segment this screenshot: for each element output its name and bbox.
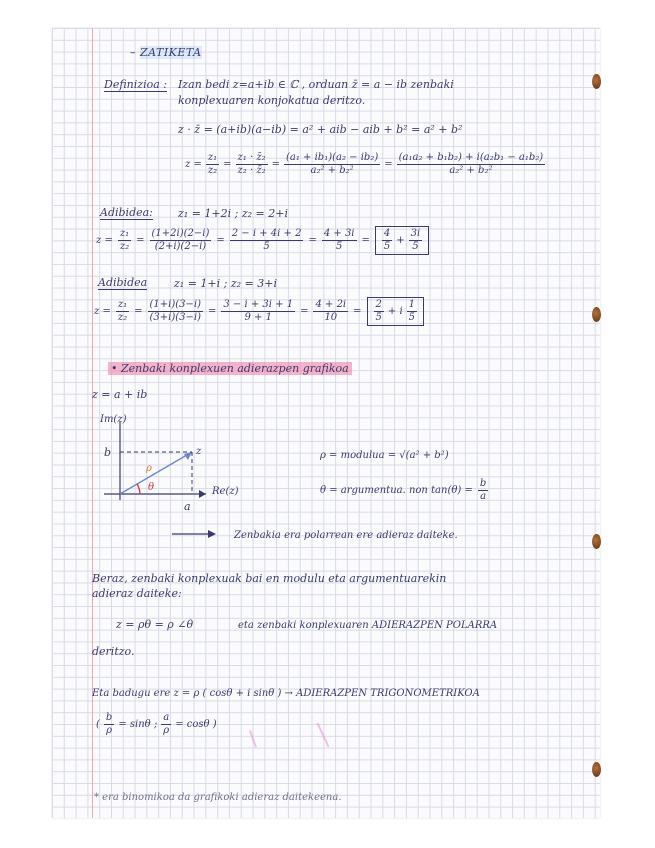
trig-relations <box>96 712 217 737</box>
fraction <box>148 299 203 324</box>
trigonometric-form: Eta badugu ere z = ρ ( cosθ + i sinθ ) → ADIERAZPEN TRIGONOMETRIKOA <box>92 688 480 699</box>
fraction <box>313 299 348 324</box>
fraction-den: z₂ <box>117 312 128 323</box>
footer-note: * era binomikoa da grafikoki adieraz daitekeena. <box>94 792 342 803</box>
fraction-den: z₂ · z̄₂ <box>237 165 266 176</box>
fraction-den: (2+i)(2−i) <box>154 241 207 252</box>
fraction-den: 5 <box>335 241 343 252</box>
section-heading-text: • Zenbaki konplexuen adierazpen grafikoa <box>108 362 352 375</box>
fraction-den: a <box>480 491 487 502</box>
fraction <box>118 228 131 253</box>
z-binomial-form: z = a + ib <box>92 388 148 401</box>
imaginary-axis-label: Im(z) <box>100 414 127 425</box>
fraction-num: z₁ <box>207 152 218 163</box>
fraction <box>116 299 129 324</box>
fraction-num: z₁ <box>119 228 130 239</box>
example1-computation: z = $\frac{\text{z₁}}{\text{z₂}}$ = $\frac{(1+2i)(2-i)}{(2+i)(2-i)}$ = $\frac{2 - i + 4i + 2}{5}$ = $\frac{4 + 3i}{5}$ = $\frac{4}{5}$ + $\frac{3i}{5}$ <box>96 226 429 255</box>
fraction-num: (1+2i)(2−i) <box>151 228 210 239</box>
label-rho: ρ <box>146 463 152 474</box>
fraction <box>236 152 268 177</box>
fraction-den: 10 <box>324 312 338 323</box>
example2-given: z₁ = 1+i ; z₂ = 3+i <box>174 277 277 290</box>
definition-text-1: Izan bedi z=a+ib ∈ ℂ , orduan z̄ = a − ib zenbaki <box>178 78 454 91</box>
division-formula: z = $\frac{\text{z₁}}{\text{z₂}}$ = $\frac{\text{z₁ · z̄₂}}{\text{z₂ · z̄₂}}$ = $\frac{\text{(a₁ + ib₁)(a₂ − ib₂)}}{\text{a₂² + b₂²}}$ = $\frac{\text{(a₁a₂ + b₁b₂) + i(a₂b₁ − a₁b₂)}}{\text{a₂² + b₂²}}$ <box>185 152 544 176</box>
fraction-den: 5 <box>383 241 391 252</box>
fraction <box>221 299 295 324</box>
fraction-den: 5 <box>408 312 416 323</box>
fraction-num: 4 + 3i <box>323 228 355 239</box>
polar-equation: z = ρθ = ρ ∠θ <box>116 618 194 631</box>
real-axis-arrowhead <box>199 490 206 498</box>
fraction-den: ρ <box>163 725 170 736</box>
definition-text-2: konplexuaren konjokatua deritzo. <box>178 94 366 107</box>
real-axis-label: Re(z) <box>212 486 239 497</box>
z-equals: z = <box>185 159 202 170</box>
fraction-num: 3i <box>410 228 421 239</box>
fraction <box>478 478 488 503</box>
example2-computation: z = $\frac{\text{z₁}}{\text{z₂}}$ = $\frac{(1+i)(3-i)}{(3+i)(3-i)}$ = $\frac{3 - i + 3i + 1}{9 + 1}$ = $\frac{4 + 2i}{10}$ = $\frac{2}{5}$ + i $\frac{1}{5}$ <box>94 297 424 326</box>
binder-ring <box>592 534 601 549</box>
fraction <box>374 299 384 324</box>
fraction-den: z₂ <box>119 241 130 252</box>
section-heading-graphic <box>108 362 352 375</box>
fraction <box>397 152 546 177</box>
conclusion-line-2: adieraz daiteke: <box>92 587 182 600</box>
fraction <box>161 712 171 737</box>
fraction-den: ρ <box>106 725 113 736</box>
fraction <box>409 228 423 253</box>
margin-line <box>92 28 93 818</box>
fraction-num: a <box>163 712 170 723</box>
fraction-num: z₁ · z̄₂ <box>237 152 266 163</box>
fraction-num: 2 − i + 4i + 2 <box>231 228 302 239</box>
theta-arc <box>137 484 140 494</box>
argument-definition <box>320 478 488 503</box>
binder-ring <box>592 74 601 89</box>
argument-text: θ = argumentua. non tan(θ) = <box>320 485 473 496</box>
fraction-num: 4 <box>383 228 391 239</box>
label-b: b <box>104 446 112 459</box>
cos-relation: = cosθ ) <box>175 719 217 730</box>
modulus-definition: ρ = modulua = √(a² + b²) <box>320 450 449 461</box>
fraction-num: z₁ <box>117 299 128 310</box>
label-z: z <box>196 446 202 457</box>
definition-label: Definizioa : <box>104 78 167 91</box>
polar-form-name: eta zenbaki konplexuaren ADIERAZPEN POLARRA <box>238 620 498 631</box>
fraction-num: (a₁ + ib₁)(a₂ − ib₂) <box>285 152 379 163</box>
z-equals: z = <box>96 235 113 246</box>
fraction <box>322 228 357 253</box>
label-theta: θ <box>148 482 155 493</box>
example1-given: z₁ = 1+2i ; z₂ = 2+i <box>178 207 288 220</box>
fraction-num: 2 <box>375 299 382 310</box>
polar-form-statement: Zenbakia era polarrean ere adieraz daiteke. <box>234 530 458 541</box>
title-text: ZATIKETA <box>140 46 202 59</box>
fraction <box>104 712 114 737</box>
complex-plane-diagram <box>94 410 294 520</box>
fraction-num: 3 − i + 3i + 1 <box>223 299 294 310</box>
fraction-num: b <box>479 478 487 489</box>
open-paren: ( <box>96 719 100 730</box>
conclusion-line-1: Beraz, zenbaki konplexuak bai en modulu eta argumentuarekin <box>92 572 447 585</box>
fraction-den: (3+i)(3−i) <box>149 312 201 323</box>
fraction-num: 4 + 2i <box>315 299 347 310</box>
fraction-den: 9 + 1 <box>244 312 272 323</box>
binder-ring <box>592 762 601 777</box>
right-arrow-icon <box>170 528 220 540</box>
fraction-den: a₂² + b₂² <box>310 165 354 176</box>
fraction-den: 5 <box>263 241 270 252</box>
fraction <box>284 152 380 177</box>
fraction <box>206 152 219 177</box>
fraction-num: (a₁a₂ + b₁b₂) + i(a₂b₁ − a₁b₂) <box>398 152 544 163</box>
fraction-den: z₂ <box>207 165 218 176</box>
label-a: a <box>184 500 191 513</box>
sin-relation: = sinθ ; <box>118 719 158 730</box>
fraction-num: b <box>105 712 113 723</box>
plus-sign: + <box>396 235 405 246</box>
conclusion-line-3: deritzo. <box>92 645 135 658</box>
example2-label: Adibidea <box>98 276 148 289</box>
example1-result-box <box>375 226 429 255</box>
fraction <box>382 228 392 253</box>
z-equals: z = <box>94 306 111 317</box>
conjugate-product-equation: z · z̄ = (a+ib)(a−ib) = a² + aib − aib + b² = a² + b² <box>178 123 463 136</box>
fraction <box>230 228 304 253</box>
fraction <box>407 299 417 324</box>
fraction-den: 5 <box>412 241 419 252</box>
z-vector <box>120 452 192 494</box>
fraction-den: 5 <box>375 312 382 323</box>
example2-result-box <box>367 297 425 326</box>
fraction-den: a₂² + b₂² <box>449 165 493 176</box>
fraction-num: 1 <box>408 299 416 310</box>
binder-ring <box>592 307 601 322</box>
plus-i-sign: + i <box>387 306 403 317</box>
fraction <box>150 228 212 253</box>
fraction-num: (1+i)(3−i) <box>149 299 201 310</box>
example1-label: Adibidea: <box>100 206 153 219</box>
page-title: – ZATIKETA <box>130 46 202 59</box>
